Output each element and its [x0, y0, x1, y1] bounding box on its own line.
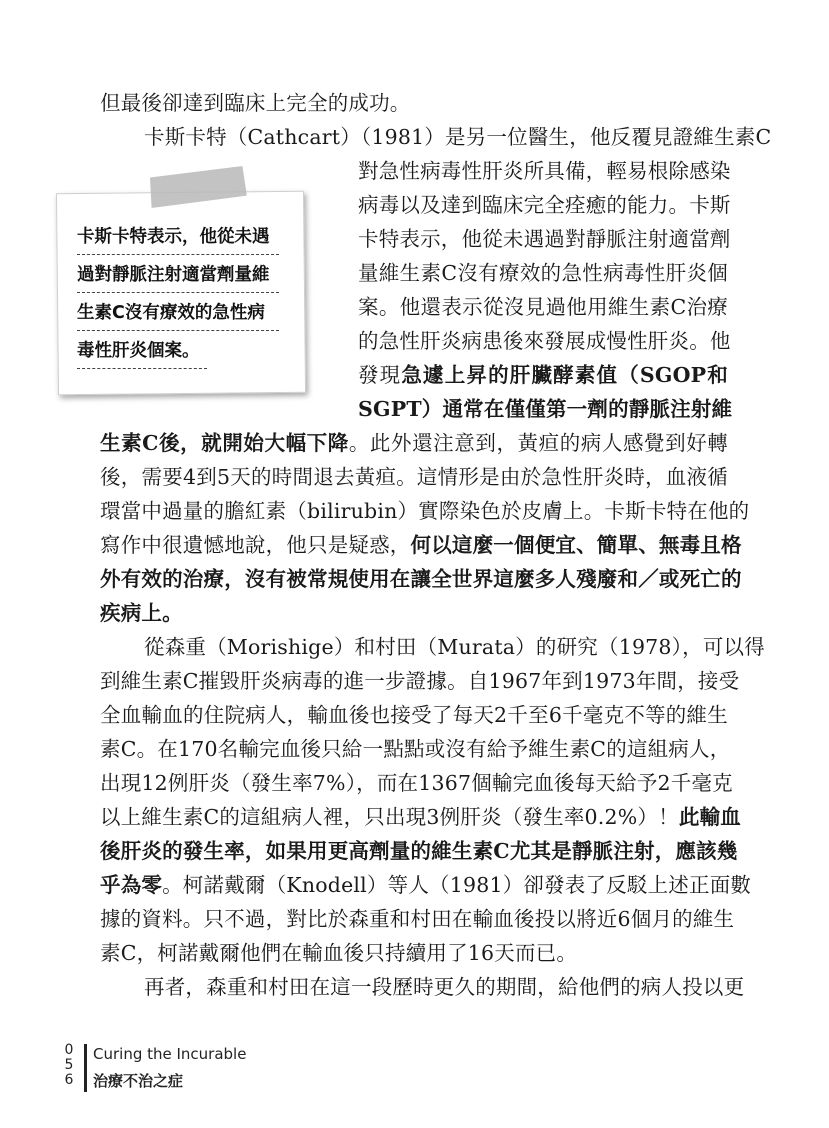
pull-quote-line: 過對靜脈注射適當劑量維 — [77, 265, 270, 285]
body-line — [100, 562, 742, 596]
dashed-rule — [77, 368, 207, 369]
body-line: 卡特表示，他從未遇過對靜脈注射適當劑 — [358, 227, 731, 251]
emphasis-text: 急遽上昇的肝臟酵素值（SGOP和 — [401, 363, 728, 387]
body-line: 後，需要4到5天的時間退去黃疸。這情形是由於急性肝炎時，血液循 — [100, 465, 728, 489]
body-line: 全血輸血的住院病人，輸血後也接受了每天2千至6千毫克不等的維生 — [100, 703, 728, 727]
emphasis-text: 何以這麼一個便宜、簡單、無毒且格 — [410, 533, 742, 557]
emphasis-text: 外有效的治療，沒有被常規使用在讓全世界這麼多人殘廢和／或死亡的 — [100, 567, 742, 591]
dashed-rule — [77, 254, 279, 255]
body-line: 環當中過量的膽紅素（bilirubin）實際染色於皮膚上。卡斯卡特在他的 — [100, 499, 750, 523]
body-line — [100, 596, 728, 630]
running-title-en: Curing the Incurable — [93, 1045, 247, 1063]
dashed-rule — [77, 330, 279, 331]
body-line: 的急性肝炎病患後來發展成慢性肝炎。他 — [358, 329, 731, 353]
body-line: 再者，森重和村田在這一段歷時更久的期間，給他們的病人投以更 — [144, 975, 745, 999]
emphasis-text: SGPT）通常在僅僅第一劑的靜脈注射維 — [358, 397, 733, 421]
body-line: 出現12例肝炎（發生率7%），而在1367個輸完血後每天給予2千毫克 — [100, 771, 733, 795]
body-line: 卡斯卡特（Cathcart）（1981）是另一位醫生，他反覆見證維生素C — [144, 125, 772, 149]
emphasis-text: 生素C後，就開始大幅下降 — [100, 431, 349, 455]
body-line: 病毒以及達到臨床完全痊癒的能力。卡斯 — [358, 193, 731, 217]
pull-quote-line: 生素C沒有療效的急性病 — [77, 303, 265, 323]
pull-quote-line: 卡斯卡特表示，他從未遇 — [77, 227, 270, 247]
body-line: 到維生素C摧毀肝炎病毒的進一步證據。自1967年到1973年間，接受 — [100, 669, 740, 693]
body-line: 量維生素C沒有療效的急性病毒性肝炎個 — [358, 261, 728, 285]
emphasis-text: 疾病上。 — [100, 601, 183, 625]
body-line: 案。他還表示從沒見過他用維生素C治療 — [358, 295, 728, 319]
body-line: 素C，柯諾戴爾他們在輸血後只持續用了16天而已。 — [100, 941, 578, 965]
page-number: 0 5 6 — [64, 1042, 74, 1088]
body-line — [100, 834, 738, 868]
body-line — [358, 392, 733, 426]
body-line: 發現急遽上昇的肝臟酵素值（SGOP和 — [358, 363, 728, 387]
emphasis-text: 此輸血 — [678, 805, 741, 829]
body-line: 乎為零。柯諾戴爾（Knodell）等人（1981）卻發表了反駁上述正面數 — [100, 873, 752, 897]
body-line: 但最後卻達到臨床上完全的成功。 — [100, 91, 411, 115]
pull-quote-line: 毒性肝炎個案。 — [77, 341, 200, 361]
body-line: 素C。在170名輸完血後只給一點點或沒有給予維生素C的這組病人， — [100, 737, 731, 761]
body-line: 據的資料。只不過，對比於森重和村田在輸血後投以將近6個月的維生 — [100, 907, 735, 931]
body-line: 生素C後，就開始大幅下降。此外還注意到，黃疸的病人感覺到好轉 — [100, 431, 728, 455]
body-line: 以上維生素C的這組病人裡，只出現3例肝炎（發生率0.2%）！此輸血 — [100, 805, 741, 829]
body-line: 從森重（Morishige）和村田（Murata）的研究（1978），可以得 — [144, 635, 765, 659]
emphasis-text: 後肝炎的發生率，如果用更高劑量的維生素C尤其是靜脈注射，應該幾 — [100, 839, 738, 863]
footer-rule — [84, 1044, 87, 1092]
running-title-zh: 治療不治之症 — [93, 1072, 184, 1090]
emphasis-text: 乎為零 — [100, 873, 163, 897]
body-line: 對急性病毒性肝炎所具備，輕易根除感染 — [358, 159, 731, 183]
dashed-rule — [77, 292, 279, 293]
body-line: 寫作中很遺憾地說，他只是疑惑，何以這麼一個便宜、簡單、無毒且格 — [100, 533, 742, 557]
